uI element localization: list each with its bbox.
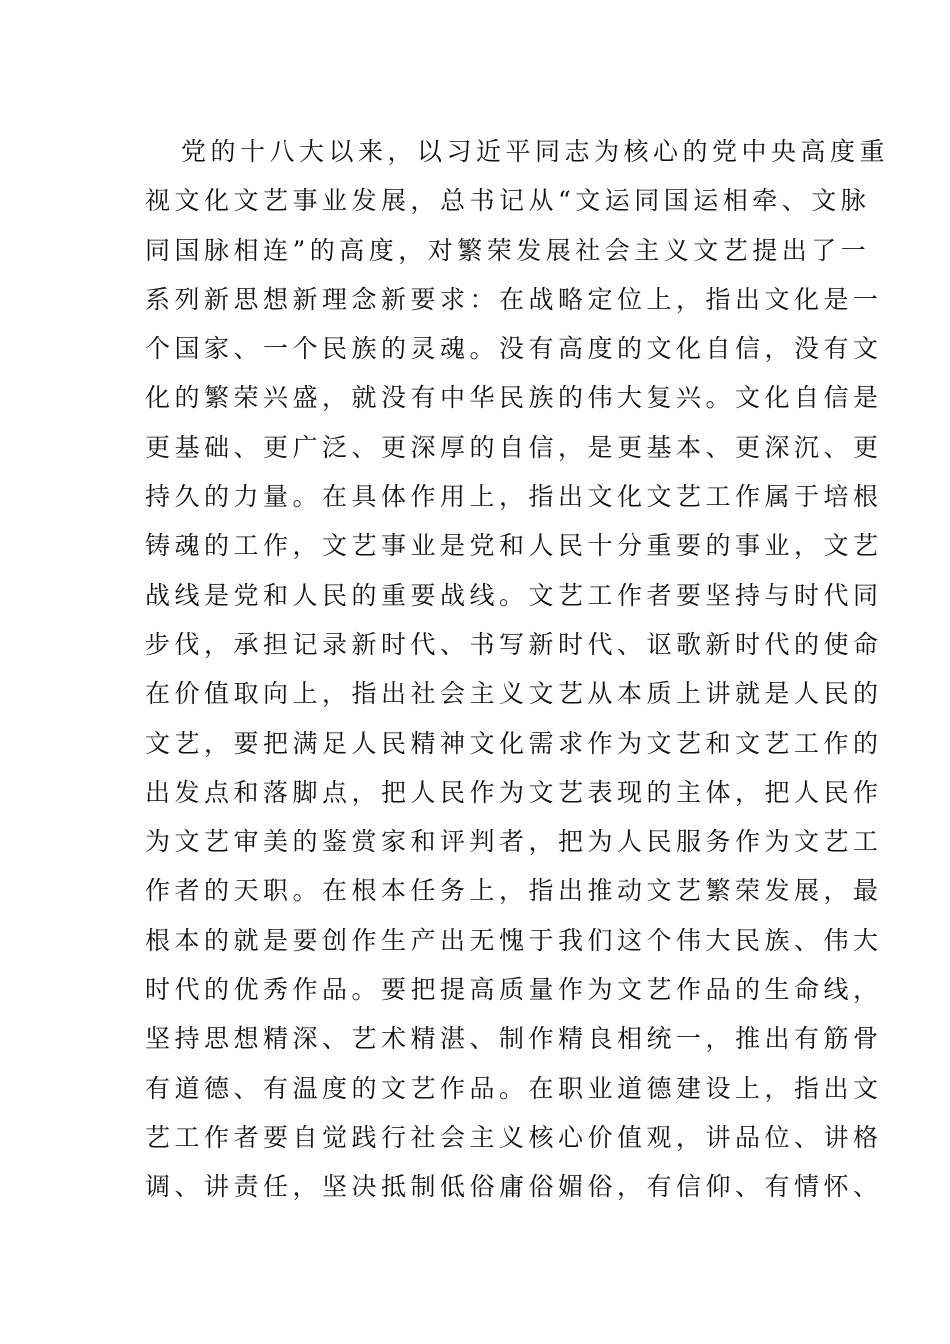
text-line: 文艺，要把满足人民精神文化需求作为文艺和文艺工作的 <box>145 728 883 758</box>
text-line: 系列新思想新理念新要求：在战略定位上，指出文化是一 <box>145 284 883 314</box>
text-line: 化的繁荣兴盛，就没有中华民族的伟大复兴。文化自信是 <box>145 383 883 413</box>
text-line: 时代的优秀作品。要把提高质量作为文艺作品的生命线， <box>145 975 883 1005</box>
text-line: 有道德、有温度的文艺作品。在职业道德建设上，指出文 <box>145 1073 883 1103</box>
body-paragraph <box>145 127 890 1212</box>
text-line: 步伐，承担记录新时代、书写新时代、讴歌新时代的使命 <box>145 629 883 659</box>
text-line: 艺工作者要自觉践行社会主义核心价值观，讲品位、讲格 <box>145 1122 883 1152</box>
text-line: 出发点和落脚点，把人民作为文艺表现的主体，把人民作 <box>145 777 883 807</box>
text-line: 更基础、更广泛、更深厚的自信，是更基本、更深沉、更 <box>145 432 883 462</box>
text-line: 坚持思想精深、艺术精湛、制作精良相统一，推出有筋骨 <box>145 1024 883 1054</box>
text-line: 个国家、一个民族的灵魂。没有高度的文化自信，没有文 <box>145 334 883 364</box>
text-line: 同国脉相连”的高度，对繁荣发展社会主义文艺提出了一 <box>145 235 871 265</box>
text-line: 根本的就是要创作生产出无愧于我们这个伟大民族、伟大 <box>145 925 883 955</box>
text-line: 战线是党和人民的重要战线。文艺工作者要坚持与时代同 <box>145 580 883 610</box>
text-line: 视文化文艺事业发展，总书记从“文运同国运相牵、文脉 <box>145 186 871 216</box>
text-line: 调、讲责任，坚决抵制低俗庸俗媚俗，有信仰、有情怀、 <box>145 1172 883 1202</box>
text-line: 铸魂的工作，文艺事业是党和人民十分重要的事业，文艺 <box>145 531 883 561</box>
text-line: 持久的力量。在具体作用上，指出文化文艺工作属于培根 <box>145 482 883 512</box>
text-line: 党的十八大以来，以习近平同志为核心的党中央高度重 <box>181 137 890 166</box>
text-line: 在价值取向上，指出社会主义文艺从本质上讲就是人民的 <box>145 679 883 709</box>
text-line: 为文艺审美的鉴赏家和评判者，把为人民服务作为文艺工 <box>145 827 883 857</box>
text-line: 作者的天职。在根本任务上，指出推动文艺繁荣发展，最 <box>145 876 883 906</box>
